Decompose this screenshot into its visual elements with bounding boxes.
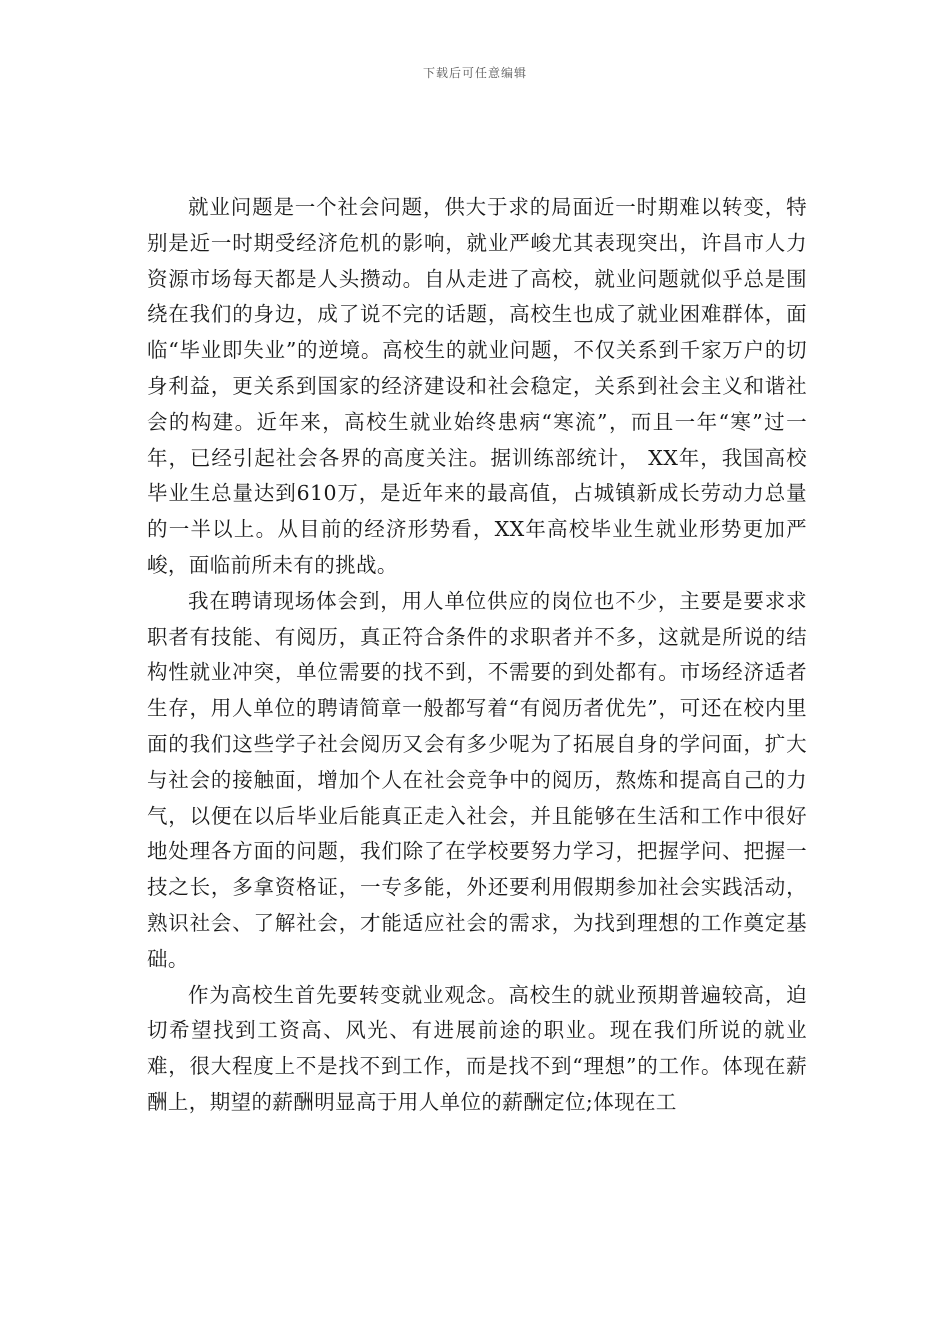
page-header: 下载后可任意编辑 xyxy=(422,66,527,80)
document-body xyxy=(147,190,807,1121)
paragraph-3: 作为高校生首先要转变就业观念。高校生的就业预期普遍较高，迫切希望找到工资高、风光、有进展前途的职业。现在我们所说的就业难，很大程度上不是找不到工作，而是找不到“理想”的工作。体现在薪酬上，期望的薪酬明显高于用人单位的薪酬定位;体现在工 xyxy=(147,982,807,1114)
paragraph-2: 我在聘请现场体会到，用人单位供应的岗位也不少，主要是要求求职者有技能、有阅历，真正符合条件的求职者并不多，这就是所说的结构性就业冲突，单位需要的找不到，不需要的到处都有。市场经济适者生存，用人单位的聘请简章一般都写着“有阅历者优先”，可还在校内里面的我们这些学子社会阅历又会有多少呢为了拓展自身的学问面，扩大与社会的接触面，增加个人在社会竞争中的阅历，熬炼和提高自己的力气，以便在以后毕业后能真正走入社会，并且能够在生活和工作中很好地处理各方面的问题，我们除了在学校要努力学习，把握学问、把握一技之长，多拿资格证，一专多能，外还要利用假期参加社会实践活动，熟识社会、了解社会，才能适应社会的需求，为找到理想的工作奠定基础。 xyxy=(147,588,807,971)
paragraph-1: 就业问题是一个社会问题，供大于求的局面近一时期难以转变，特别是近一时期受经济危机的影响，就业严峻尤其表现突出，许昌市人力资源市场每天都是人头攒动。自从走进了高校，就业问题就似乎总是围绕在我们的身边，成了说不完的话题，高校生也成了就业困难群体，面临“毕业即失业”的逆境。高校生的就业问题，不仅关系到千家万户的切身利益，更关系到国家的经济建设和社会稳定，关系到社会主义和谐社会的构建。近年来，高校生就业始终患病“寒流”，而且一年“寒”过一年，已经引起社会各界的高度关注。据训练部统计， XX年，我国高校毕业生总量达到610万，是近年来的最高值，占城镇新成长劳动力总量的一半以上。从目前的经济形势看，XX年高校毕业生就业形势更加严峻，面临前所未有的挑战。 xyxy=(147,195,807,577)
